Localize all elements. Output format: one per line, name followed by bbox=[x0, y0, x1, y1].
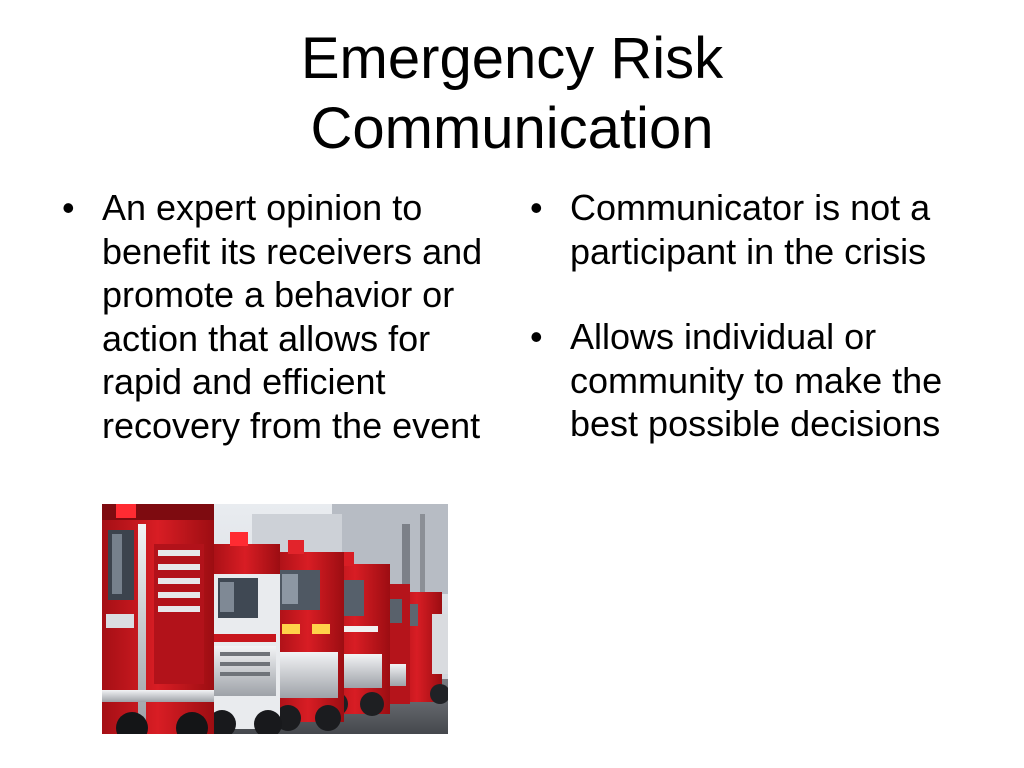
right-bullet-list bbox=[530, 186, 970, 446]
bullet-icon: • bbox=[530, 187, 543, 228]
bullet-item bbox=[530, 315, 970, 446]
left-bullet-list bbox=[62, 186, 492, 447]
bullet-icon: • bbox=[62, 187, 75, 228]
bullet-icon: • bbox=[530, 316, 543, 357]
fire-trucks-photo bbox=[102, 504, 448, 734]
bullet-text: Communicator is not a participant in the crisis bbox=[570, 187, 931, 272]
bullet-item bbox=[530, 186, 970, 273]
bullet-text: Allows individual or community to make the best possible decisions bbox=[570, 316, 943, 444]
slide-title-line-2: Communication bbox=[310, 96, 714, 161]
slide-title-line-1: Emergency Risk bbox=[300, 26, 724, 91]
slide-title bbox=[0, 24, 1024, 164]
bullet-item bbox=[62, 186, 492, 447]
bullet-text: An expert opinion to benefit its receivers and promote a behavior or action that allows for rapid and efficient recovery from the event bbox=[102, 187, 483, 446]
